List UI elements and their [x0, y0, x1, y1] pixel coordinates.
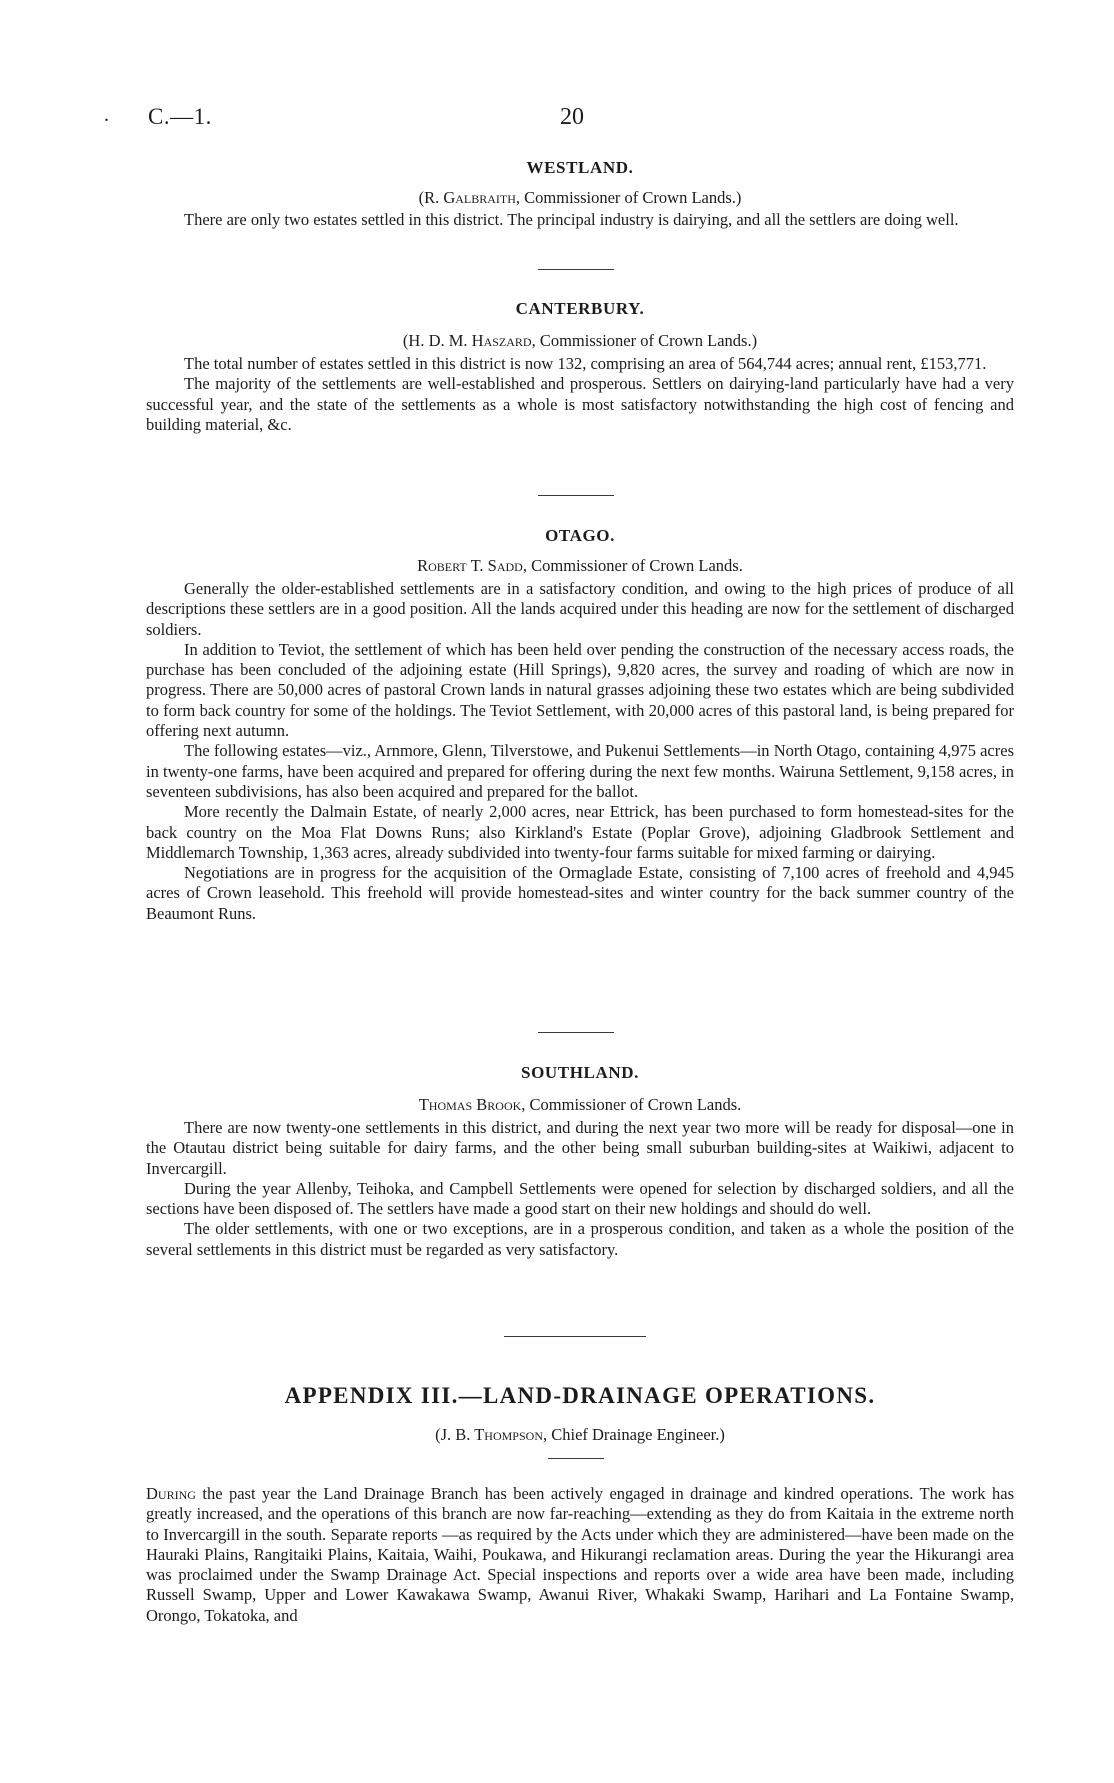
commissioner-line: (H. D. M. Haszard, Commissioner of Crown Lands.) [402, 331, 758, 350]
divider [538, 269, 614, 270]
section-title: WESTLAND. [526, 158, 634, 177]
commissioner-role: Commissioner of Crown Lands. [539, 331, 752, 350]
appendix-body [146, 1484, 1014, 1626]
page-number: 20 [560, 104, 584, 130]
paragraph: During the year Allenby, Teihoka, and Campbell Settlements were opened for selection by discharged soldiers, and all the sections have been disposed of. The settlers have made a good start on their new holdings and should do well. [146, 1178, 1014, 1219]
section-title: OTAGO. [545, 526, 615, 545]
commissioner-name: Thomas Brook [418, 1095, 522, 1114]
engineer-role: Chief Drainage Engineer. [551, 1425, 720, 1444]
divider [548, 1458, 604, 1459]
paragraph: The following estates—viz., Arnmore, Glenn, Tilverstowe, and Pukenui Settlements—in North Otago, containing 4,975 acres in twenty-one farms, have been acquired and prepared for offering during the next few months. Wairuna Settlement, 9,158 acres, in seventeen subdivisions, has also been acquired and prepared for the ballot. [146, 741, 1014, 801]
lead-word: During [146, 1484, 196, 1503]
commissioner-line: Thomas Brook, Commissioner of Crown Lands. [418, 1095, 742, 1114]
commissioner-name: H. D. M. Haszard [408, 331, 532, 350]
appendix-title: APPENDIX III.—LAND-DRAINAGE OPERATIONS. [284, 1383, 876, 1408]
divider [538, 495, 614, 496]
commissioner-name: Robert T. Sadd [417, 556, 523, 575]
paragraph: Generally the older-established settlements are in a satisfactory condition, and owing to the high prices of produce of all descriptions these settlers are in a good position. All the lands acquired under this heading are now for the settlement of discharged soldiers. [146, 579, 1014, 639]
paragraph: More recently the Dalmain Estate, of nearly 2,000 acres, near Ettrick, has been purchased to form homestead-sites for the back country on the Moa Flat Downs Runs; also Kirkland's Estate (Poplar Grove), adjoining Gladbrook Settlement and Middlemarch Township, 1,363 acres, already subdivided into twenty-four farms suitable for mixed farming or dairying. [146, 802, 1014, 862]
section-appendix [146, 1382, 1014, 1446]
paragraph [146, 1484, 1014, 1626]
series-reference: C.—1. [148, 104, 212, 129]
paragraph: The total number of estates settled in this district is now 132, comprising an area of 564,744 acres; annual rent, £153,771. [184, 354, 987, 373]
paragraph: The majority of the settlements are well-established and prosperous. Settlers on dairying-land particularly have had a very successful year, and the state of the settlements as a whole is most satisfactory notwithstanding the high cost of fencing and building material, &c. [146, 374, 1014, 434]
commissioner-role: Commissioner of Crown Lands. [524, 188, 736, 207]
section-otago [146, 526, 1014, 924]
paragraph: There are now twenty-one settlements in this district, and during the next year two more will be ready for disposal—one in the Otautau district being suitable for dairy farms, and the other being small suburban building-sites at Waikiwi, adjacent to Invercargill. [146, 1118, 1014, 1178]
section-title: SOUTHLAND. [521, 1063, 639, 1082]
engineer-name: J. B. Thompson [440, 1425, 543, 1444]
paragraph: Negotiations are in progress for the acquisition of the Ormaglade Estate, consisting of 7,100 acres of freehold and 4,945 acres of Crown leasehold. This freehold will provide homestead-sites and winter country for the back summer country of the Beaumont Runs. [146, 863, 1014, 923]
commissioner-line: (R. Galbraith, Commissioner of Crown Lands.) [418, 188, 742, 207]
commissioner-role: Commissioner of Crown Lands. [531, 556, 743, 575]
commissioner-role: Commissioner of Crown Lands. [529, 1095, 742, 1114]
section-canterbury [146, 299, 1014, 435]
commissioner-line: Robert T. Sadd, Commissioner of Crown Lands. [417, 556, 743, 575]
divider [538, 1032, 614, 1033]
margin-mark: . [104, 104, 109, 126]
section-westland [146, 158, 1014, 230]
section-southland [146, 1063, 1014, 1260]
section-title: CANTERBURY. [515, 299, 645, 318]
engineer-line: (J. B. Thompson, Chief Drainage Engineer.) [435, 1425, 725, 1444]
paragraph: The older settlements, with one or two exceptions, are in a prosperous condition, and taken as a whole the position of the several settlements in this district must be regarded as very satisfactory. [146, 1219, 1014, 1259]
paragraph: There are only two estates settled in this district. The principal industry is dairying, and all the settlers are doing well. [184, 210, 959, 229]
paragraph: In addition to Teviot, the settlement of which has been held over pending the construction of the necessary access roads, the purchase has been concluded of the adjoining estate (Hill Springs), 9,820 acres, the survey and roading of which are now in progress. There are 50,000 acres of pastoral Crown lands in natural grasses adjoining these two estates which are being subdivided to form back country for some of the holdings. The Teviot Settlement, with 20,000 acres of this pastoral land, is being prepared for offering next autumn. [146, 639, 1014, 741]
divider [504, 1336, 646, 1337]
paragraph-text: the past year the Land Drainage Branch has been actively engaged in drainage and kindred operations. The work has greatly increased, and the operations of this branch are now far-reaching—extending as they do from Kaitaia in the extreme north to Invercargill in the south. Separate reports —as required by the Acts under which they are administered—have been made on the Hauraki Plains, Rangitaiki Plains, Kaitaia, Waihi, Poukawa, and Hikurangi reclamation areas. During the year the Hikurangi area was proclaimed under the Swamp Drainage Act. Special inspections and reports over a wide area have been made, including Russell Swamp, Upper and Lower Kawakawa Swamp, Awanui River, Whakaki Swamp, Harihari and La Fontaine Swamp, Orongo, Tokatoka, and [146, 1484, 1014, 1625]
commissioner-name: R. Galbraith [424, 188, 516, 207]
